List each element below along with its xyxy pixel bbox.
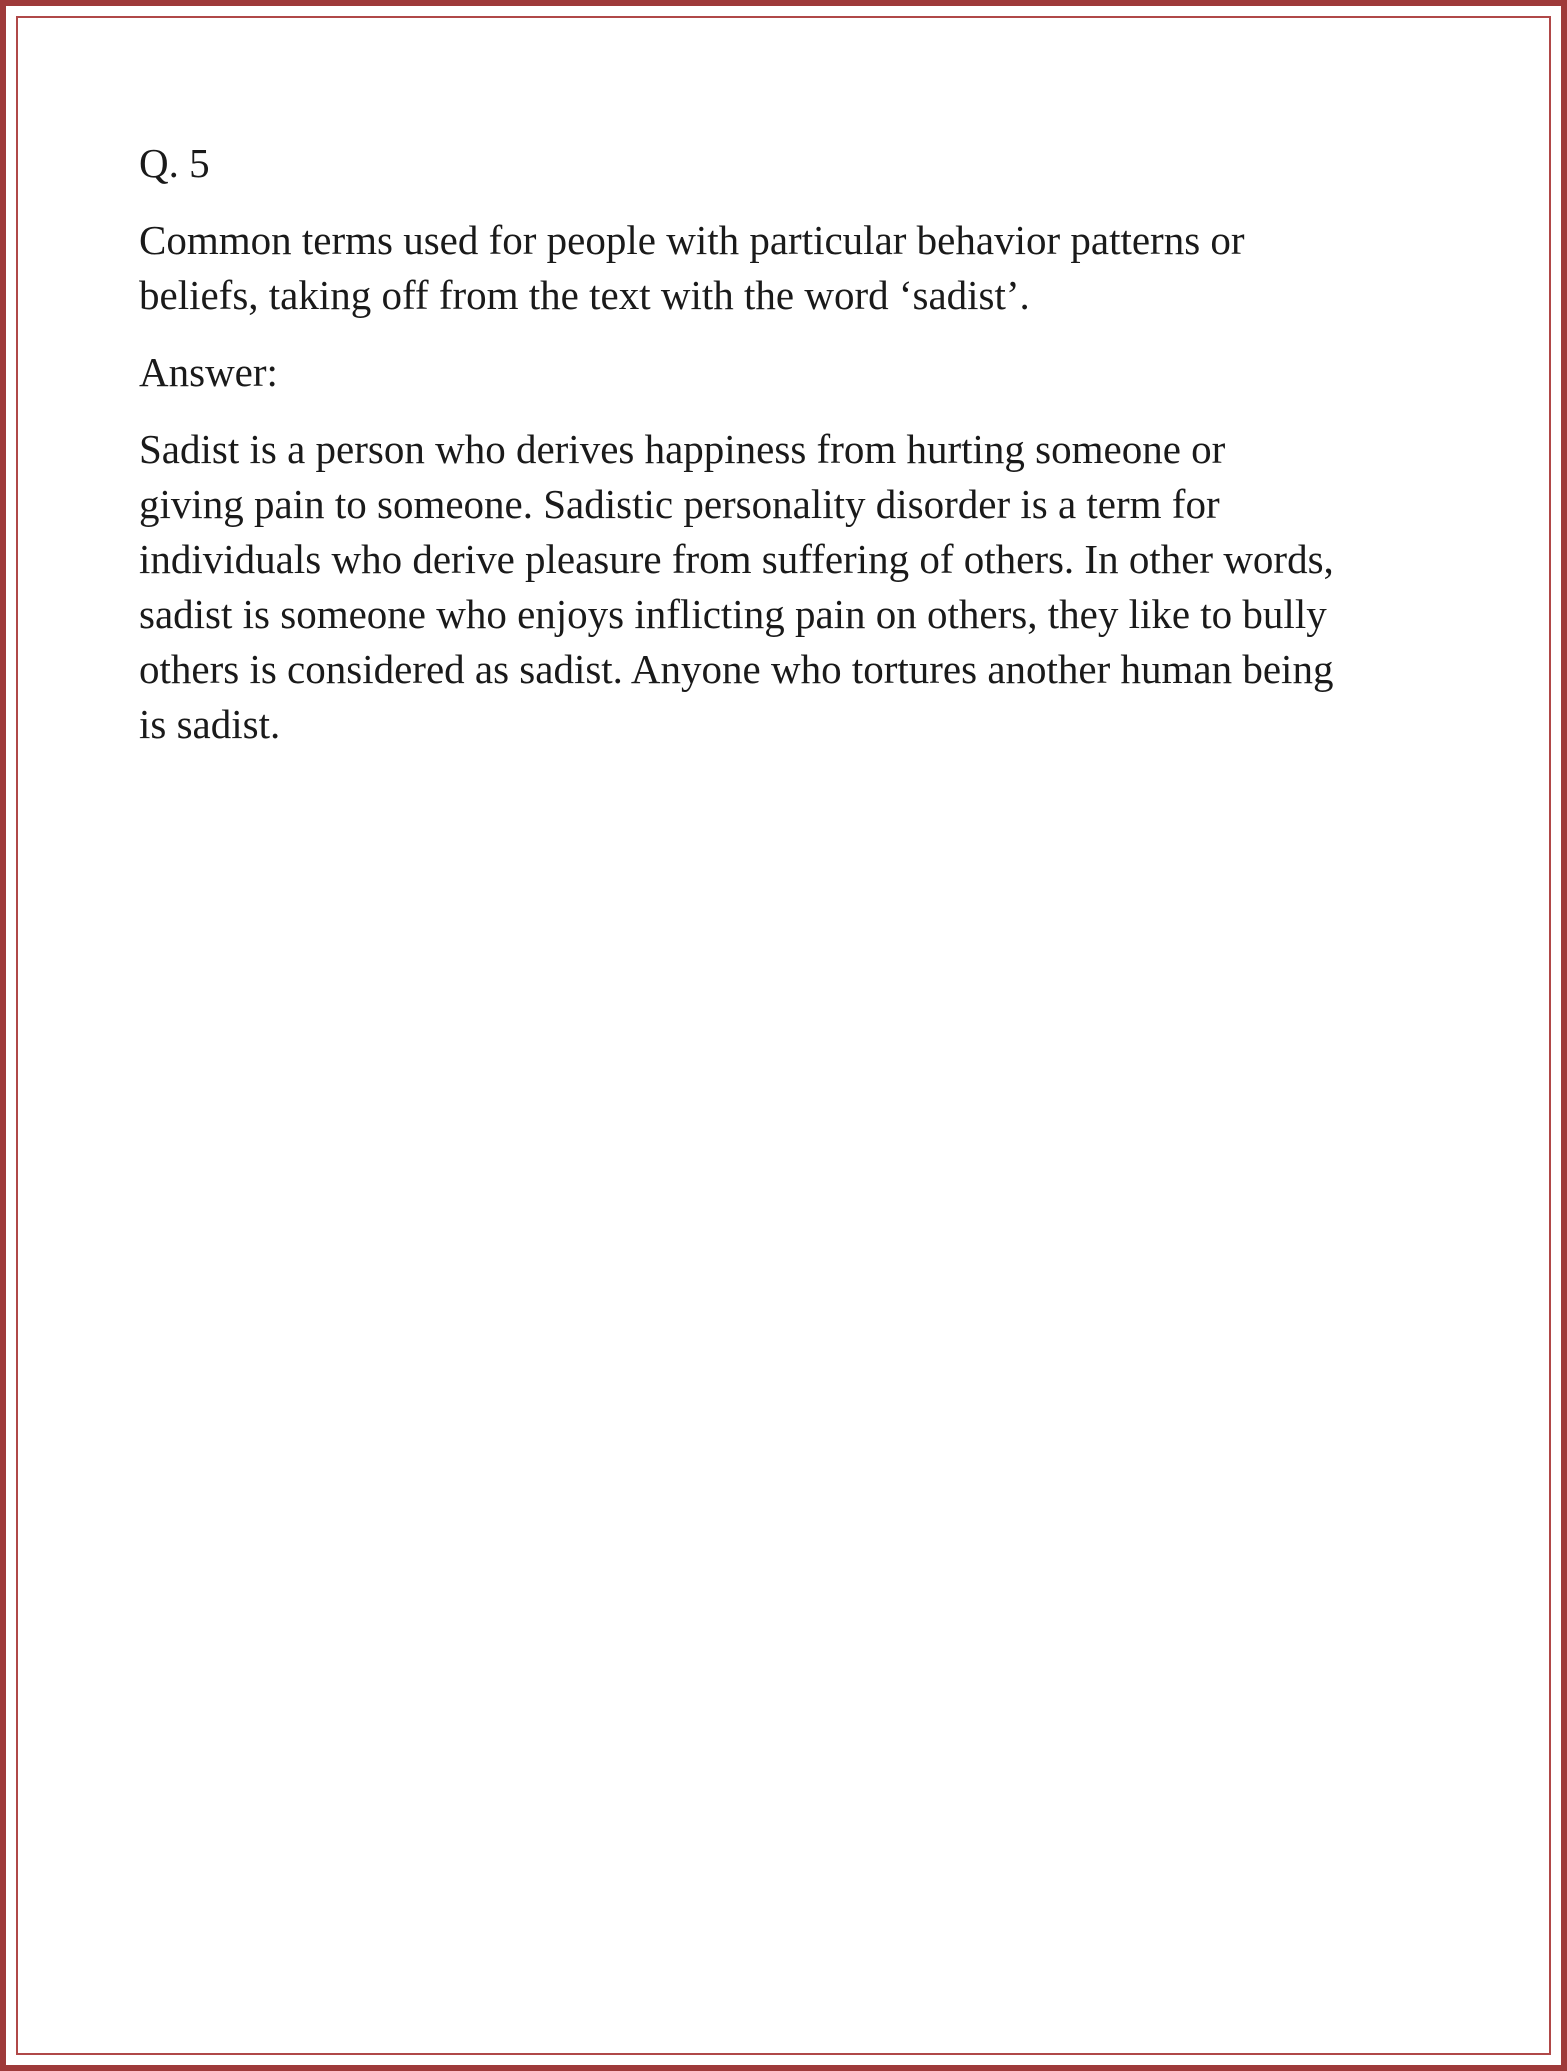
answer-line: giving pain to someone. Sadistic personality disorder is a term for xyxy=(139,481,1220,527)
question-text xyxy=(139,213,1459,323)
answer-text xyxy=(139,422,1459,752)
answer-label: Answer: xyxy=(139,349,278,395)
answer-line: is sadist. xyxy=(139,701,281,747)
answer-line: Sadist is a person who derives happiness from hurting someone or xyxy=(139,426,1226,472)
answer-line: sadist is someone who enjoys inflicting pain on others, they like to bully xyxy=(139,591,1327,637)
question-number: Q. 5 xyxy=(139,140,210,186)
question-line: Common terms used for people with particular behavior patterns or xyxy=(139,217,1245,263)
answer-line: others is considered as sadist. Anyone who tortures another human being xyxy=(139,646,1334,692)
question-line: beliefs, taking off from the text with the word ‘sadist’. xyxy=(139,272,1030,318)
page-content xyxy=(139,136,1459,752)
answer-line: individuals who derive pleasure from suffering of others. In other words, xyxy=(139,536,1334,582)
